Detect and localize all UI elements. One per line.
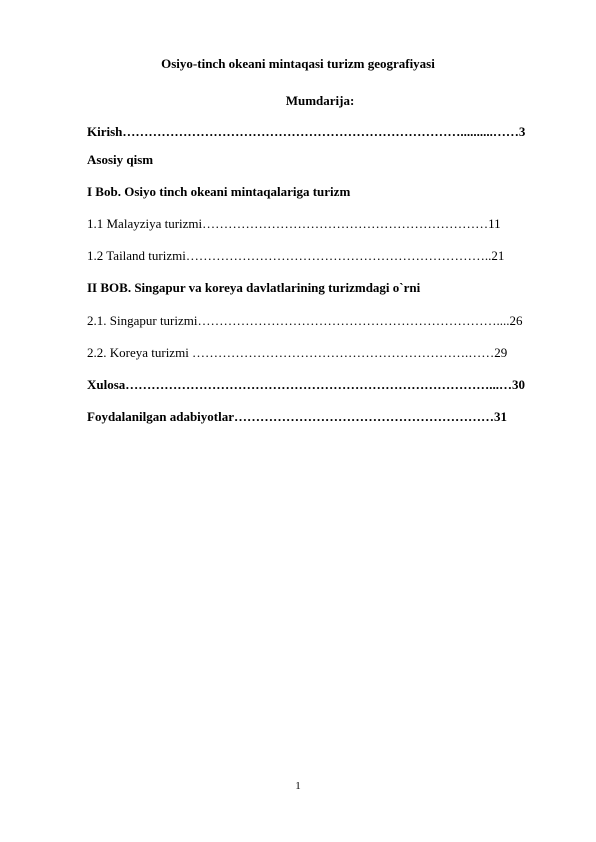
toc-entry-chapter-1: I Bob. Osiyo tinch okeani mintaqalariga turizm bbox=[87, 184, 351, 199]
toc-entry-kirish: Kirish……………………………………………………………………..........……3 bbox=[87, 124, 526, 139]
page-number: 1 bbox=[295, 780, 301, 792]
toc-entry-1-1: 1.1 Malayziya turizmi…………………………………………………………11 bbox=[87, 216, 501, 231]
toc-entry-adabiyotlar: Foydalanilgan adabiyotlar……………………………………………………31 bbox=[87, 409, 507, 424]
toc-entry-asosiy-qism: Asosiy qism bbox=[87, 152, 154, 167]
toc-entry-chapter-2: II BOB. Singapur va koreya davlatlarining turizmdagi o`rni bbox=[87, 280, 421, 295]
document-title: Osiyo-tinch okeani mintaqasi turizm geografiyasi bbox=[161, 56, 435, 71]
toc-entry-1-2: 1.2 Tailand turizmi……………………………………………………………..21 bbox=[87, 248, 505, 263]
toc-entry-2-1: 2.1. Singapur turizmi……………………………………………………………....26 bbox=[87, 313, 523, 328]
toc-heading: Mumdarija: bbox=[285, 93, 355, 108]
toc-entry-xulosa: Xulosa…………………………………………………………………………...…30 bbox=[87, 377, 526, 392]
toc-entry-2-2: 2.2. Koreya turizmi ……………………………………………………….……29 bbox=[87, 345, 508, 360]
